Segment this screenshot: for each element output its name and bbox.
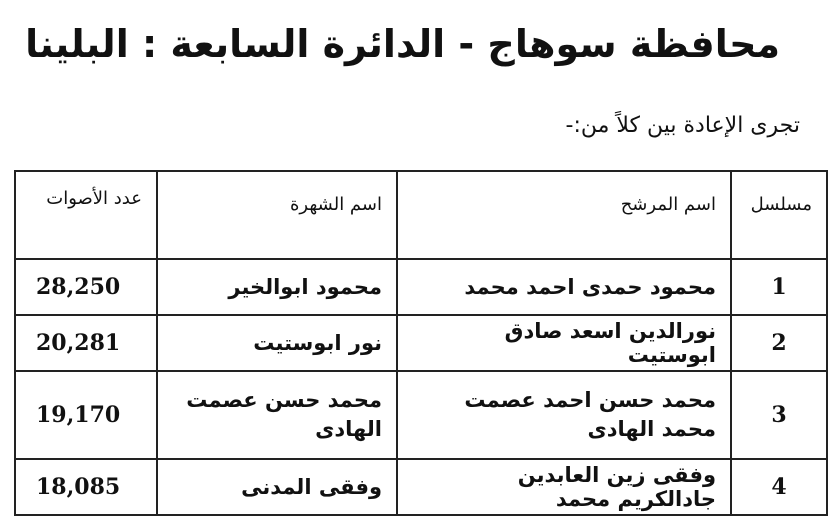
cell-candidate-name: نورالدين اسعد صادق ابوستيت — [397, 315, 731, 371]
cell-candidate-name: محمود حمدى احمد محمد — [397, 259, 731, 315]
cell-known-as: وفقى المدنى — [157, 459, 397, 515]
runoff-candidates-table — [14, 170, 828, 516]
table-header-row — [15, 171, 827, 259]
cell-votes: 18,085 — [15, 459, 157, 515]
document-subtitle: تجرى الإعادة بين كلاً من:- — [565, 113, 800, 138]
header-votes: عدد الأصوات — [15, 171, 157, 259]
header-serial: مسلسل — [731, 171, 827, 259]
cell-known-as: محمود ابوالخير — [157, 259, 397, 315]
cell-serial: 2 — [731, 315, 827, 371]
cell-candidate-name: محمد حسن احمد عصمت محمد الهادى — [397, 371, 731, 459]
cell-candidate-name: وفقى زين العابدين جادالكريم محمد — [397, 459, 731, 515]
cell-known-as: نور ابوستيت — [157, 315, 397, 371]
table-row — [15, 459, 827, 515]
cell-serial: 3 — [731, 371, 827, 459]
table-row — [15, 315, 827, 371]
cell-serial: 4 — [731, 459, 827, 515]
table-row — [15, 371, 827, 459]
header-known-as: اسم الشهرة — [157, 171, 397, 259]
cell-votes: 19,170 — [15, 371, 157, 459]
cell-known-as: محمد حسن عصمت الهادى — [157, 371, 397, 459]
header-candidate-name: اسم المرشح — [397, 171, 731, 259]
document-title: محافظة سوهاج - الدائرة السابعة : البلينا — [25, 22, 780, 66]
cell-votes: 28,250 — [15, 259, 157, 315]
cell-votes: 20,281 — [15, 315, 157, 371]
cell-serial: 1 — [731, 259, 827, 315]
table-row — [15, 259, 827, 315]
